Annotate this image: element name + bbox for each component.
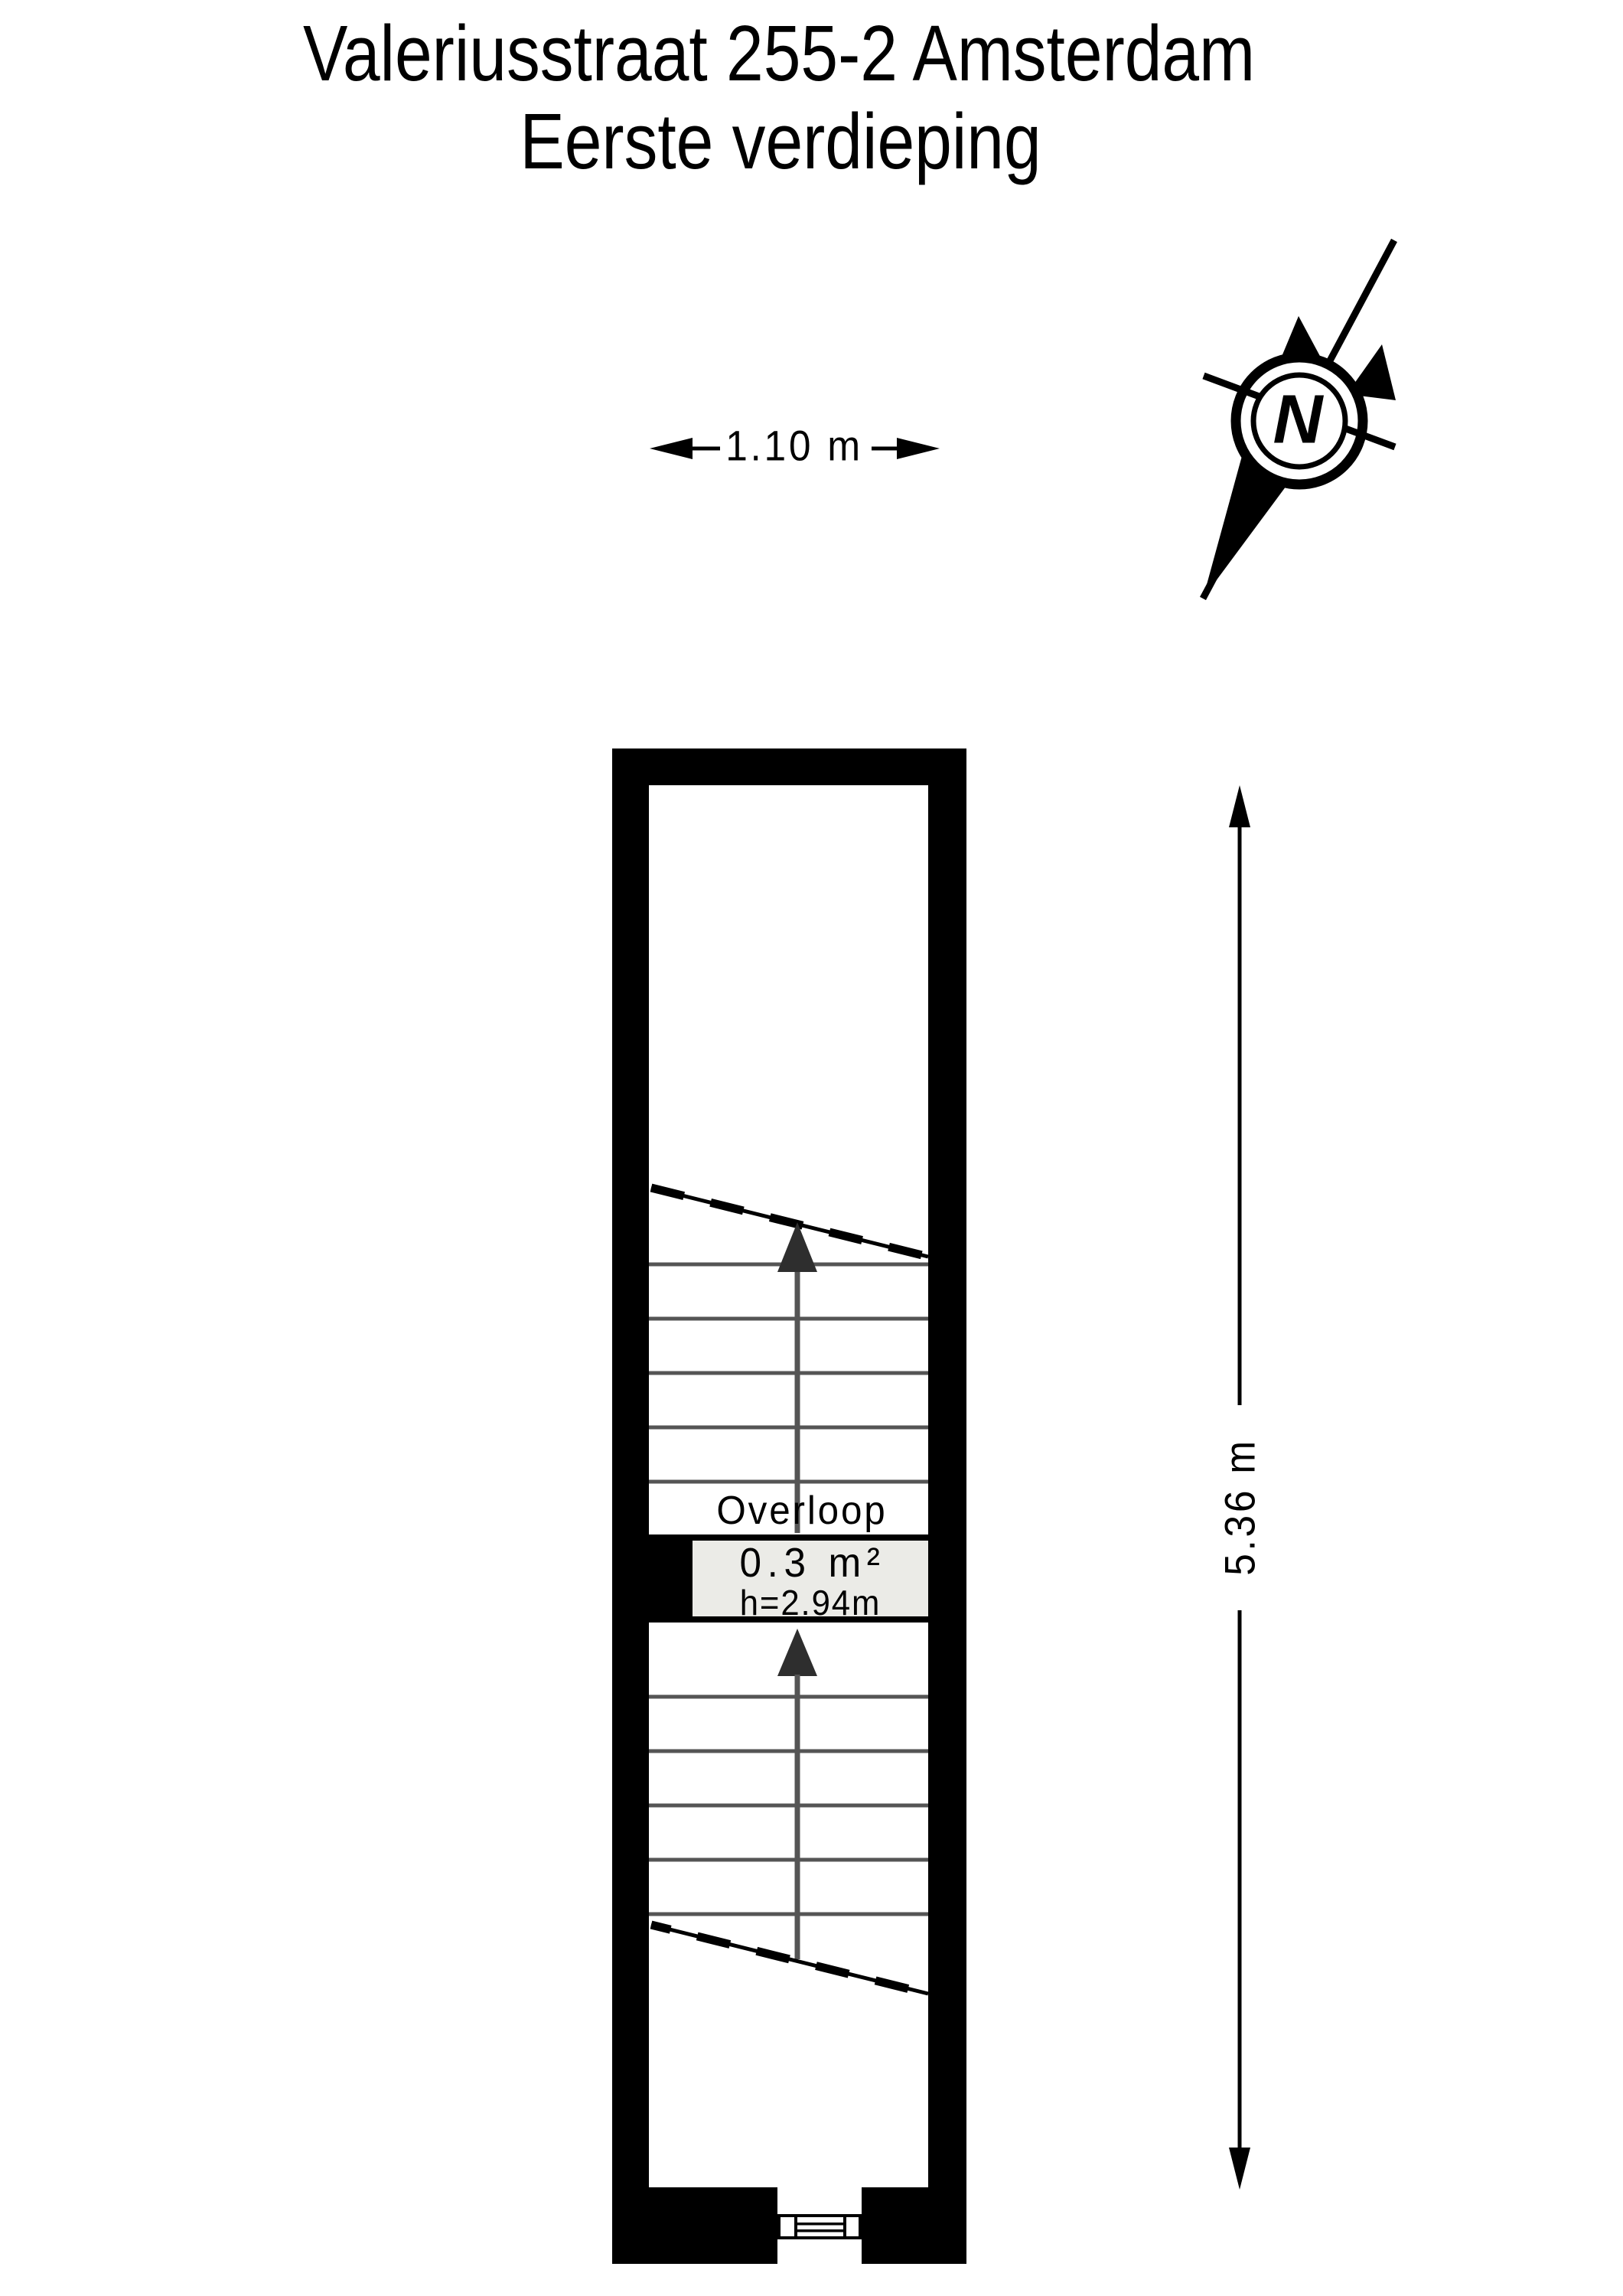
window-pane-left (781, 2217, 794, 2236)
lower-stairs (649, 1629, 928, 1994)
room-height-label: h=2.94m (739, 1583, 882, 1623)
stairs-up-arrow-icon (777, 1629, 817, 1676)
dimension-arrow-right-icon (897, 438, 940, 459)
dimension-arrow-up-icon (1229, 785, 1250, 827)
wall-left (612, 748, 649, 2264)
room-name-label: Overloop (716, 1489, 888, 1533)
landing-wall-stub (649, 1534, 693, 1623)
stairs-up-arrow-icon (777, 1222, 817, 1272)
compass-north-label: N (1273, 381, 1323, 458)
wall-bottom-left (612, 2187, 777, 2264)
page-title-line2: Eerste verdieping (520, 97, 1041, 185)
window-pane-right (846, 2217, 859, 2236)
wall-top (612, 748, 966, 785)
dimension-arrow-left-icon (650, 438, 693, 459)
window-symbol (777, 2214, 862, 2239)
dimension-arrow-down-icon (1229, 2148, 1250, 2190)
height-dimension-label: 5.36 m (1215, 1438, 1264, 1576)
window-pane-middle (797, 2217, 843, 2236)
window-glazing-line (797, 2229, 843, 2232)
window-glazing-line (797, 2223, 843, 2226)
wall-right (928, 748, 966, 2264)
wall-bottom-right (862, 2187, 966, 2264)
room-area-label: 0.3 m² (739, 1540, 886, 1586)
upper-stairs (649, 1188, 928, 1533)
page-title-line1: Valeriusstraat 255-2 Amsterdam (302, 9, 1256, 97)
width-dimension-label: 1.10 m (725, 421, 863, 470)
